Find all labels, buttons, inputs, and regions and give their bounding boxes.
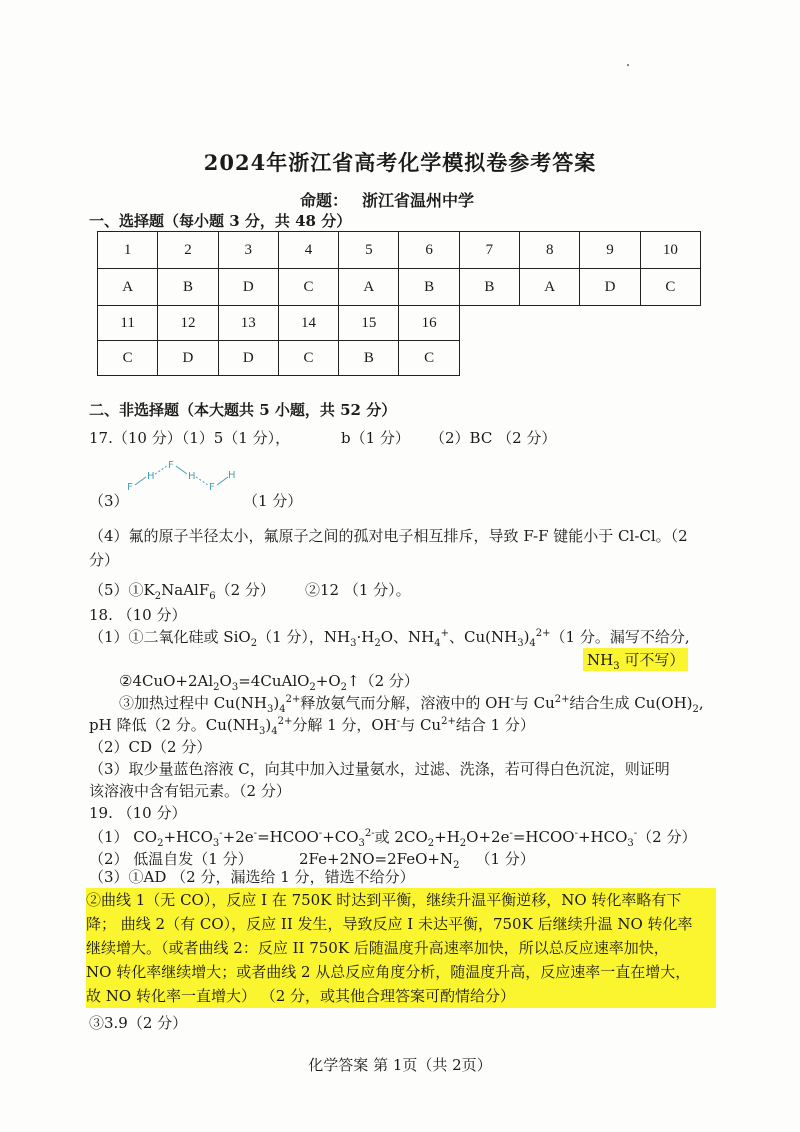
q18-head: 18. （10 分） (89, 606, 187, 624)
empty-cell (640, 306, 700, 341)
atom-f: F (209, 482, 215, 493)
scan-speck (627, 64, 629, 66)
author-name: 浙江省温州中学 (362, 191, 475, 210)
q19-last: ③3.9（2 分） (89, 1014, 188, 1032)
q18-part3-line1: ③加热过程中 $Cu(NH_3)_4^{2+}$释放氨气而分解，溶液中的 OH-与 $Cu^{2+}$结合生成 $Cu(OH)_2$, (119, 694, 704, 715)
bond (176, 466, 187, 474)
q19-highlighted-answer (86, 888, 716, 1008)
table-cell: A (520, 269, 580, 306)
table-cell: 6 (399, 232, 459, 269)
page-title: 2024年浙江省高考化学模拟卷参考答案 (203, 150, 597, 175)
table-cell: 12 (158, 306, 218, 341)
q19-line3: （3）①AD （2 分，漏选给 1 分，错选不给分） (89, 868, 415, 886)
section2-heading: 二、非选择题（本大题共 5 小题，共 52 分） (89, 401, 397, 419)
table-cell: B (399, 269, 459, 306)
q17-part3-label: （3） (89, 492, 129, 510)
q18-p3-line2: 该溶液中含有铝元素。（2 分） (89, 782, 291, 800)
table-cell: B (459, 269, 519, 306)
q17-head: 17.（10 分）（1）5（1 分）， (89, 429, 291, 447)
q17-b: b（1 分） (341, 429, 410, 447)
q17-part3-score: （1 分） (243, 492, 303, 510)
table-cell: D (218, 269, 278, 306)
table-cell: C (399, 341, 459, 376)
empty-cell (459, 306, 519, 341)
q19-line2b: $2Fe+2NO=2FeO+N_2$ （1 分） (299, 850, 535, 871)
hydrogen-bond (155, 466, 167, 474)
atom-h: H (147, 471, 155, 482)
highlight-line: 故 NO 转化率一直增大） （2 分，或其他合理答案可酌情给分） (86, 987, 516, 1005)
highlight-line: ②曲线 1（无 CO），反应 I 在 750K 时达到平衡，继续升温平衡逆移，NO 转化率略有下 (86, 891, 682, 909)
q18-highlight-note: $NH_3$ 可不写） (583, 648, 688, 671)
table-cell: 5 (339, 232, 399, 269)
table-cell: D (158, 341, 218, 376)
table-cell: 8 (520, 232, 580, 269)
highlight-line: NO 转化率继续增大；或者曲线 2 从总反应角度分析，随温度升高，反应速率一直在增大， (86, 963, 691, 981)
table-cell: C (98, 341, 158, 376)
table-cell: B (339, 341, 399, 376)
bond (135, 477, 146, 485)
table-cell: 7 (459, 232, 519, 269)
table-cell: B (158, 269, 218, 306)
highlight-line: 降； 曲线 2（有 CO），反应 II 发生，导致反应 I 未达平衡，750K 后继续升温 NO 转化率 (86, 915, 693, 933)
q17-part4-line1: （4）氟的原子半径太小，氟原子之间的孤对电子相互排斥，导致 F-F 键能小于 Cl-Cl。（2 (89, 527, 688, 545)
empty-cell (520, 341, 580, 376)
hf-chain-structure (125, 456, 240, 496)
q17-part5a: $(5)①K_2NaAlF_6(2$ 分） (89, 581, 275, 602)
table-cell: 4 (278, 232, 338, 269)
table-cell: D (580, 269, 640, 306)
table-cell: A (98, 269, 158, 306)
q19-line1: （1） $CO_2+HCO_3^-+2e^-=HCOO^-+CO_3^{2-}$或 $2CO_2+H_2O+2e^-=HCOO^-+HCO_3^-(2$ 分） (89, 828, 697, 849)
empty-cell (580, 306, 640, 341)
q18-equation: $②4CuO+2Al_2O_3=4CuAlO_2+O_2↑(2$ 分） (119, 672, 419, 693)
atom-f: F (127, 482, 133, 493)
table-cell: A (339, 269, 399, 306)
answer-table (97, 231, 701, 376)
empty-cell (640, 341, 700, 376)
q17-part2: （2）BC （2 分） (430, 429, 557, 447)
empty-cell (580, 341, 640, 376)
author-line (300, 188, 474, 211)
q18-p3-line1: （3）取少量蓝色溶液 C，向其中加入过量氨水，过滤、洗涤，若可得白色沉淀，则证明 (89, 760, 670, 778)
table-cell: 10 (640, 232, 700, 269)
empty-cell (520, 306, 580, 341)
table-cell: C (640, 269, 700, 306)
atom-h: H (228, 470, 236, 481)
atom-h: H (188, 471, 196, 482)
q17-part4-line2: 分） (89, 551, 120, 569)
author-label: 命题： (300, 191, 349, 210)
atom-f: F (168, 460, 174, 471)
bond (217, 477, 228, 485)
hydrogen-bond (196, 477, 208, 485)
section1-heading: 一、选择题（每小题 3 分，共 48 分） (89, 212, 352, 230)
q18-part3-line2: pH 降低（2 分。$Cu(NH_3)_4^{2+}$分解 1 分，OH-与 $Cu^{2+}$结合 1 分） (89, 716, 535, 737)
q18-line1: （1）①二氧化硅或 SiO$_2$（1 分），$NH_3\cdot H_2O$、$NH_4^+$、$Cu(NH_3)_4^{2+}(1$ 分。漏写不给分, (89, 628, 690, 649)
q19-head: 19. （10 分） (89, 804, 187, 822)
table-cell: C (278, 341, 338, 376)
q18-part2: （2）CD（2 分） (89, 738, 212, 756)
table-cell: D (218, 341, 278, 376)
table-cell: 11 (98, 306, 158, 341)
table-cell: 16 (399, 306, 459, 341)
table-cell: 13 (218, 306, 278, 341)
page-footer: 化学答案 第 1页（共 2页） (308, 1056, 492, 1074)
table-cell: 2 (158, 232, 218, 269)
q17-part5b: ②12 （1 分）。 (305, 581, 411, 599)
q19-line2a: （2） 低温自发（1 分） (89, 850, 253, 868)
table-cell: 15 (339, 306, 399, 341)
table-cell: 14 (278, 306, 338, 341)
highlight-line: 继续增大。（或者曲线 2：反应 II 750K 后随温度升高速率加快，所以总反应速率加快， (86, 939, 669, 957)
table-cell: C (278, 269, 338, 306)
empty-cell (459, 341, 519, 376)
table-cell: 3 (218, 232, 278, 269)
table-cell: 1 (98, 232, 158, 269)
table-cell: 9 (580, 232, 640, 269)
